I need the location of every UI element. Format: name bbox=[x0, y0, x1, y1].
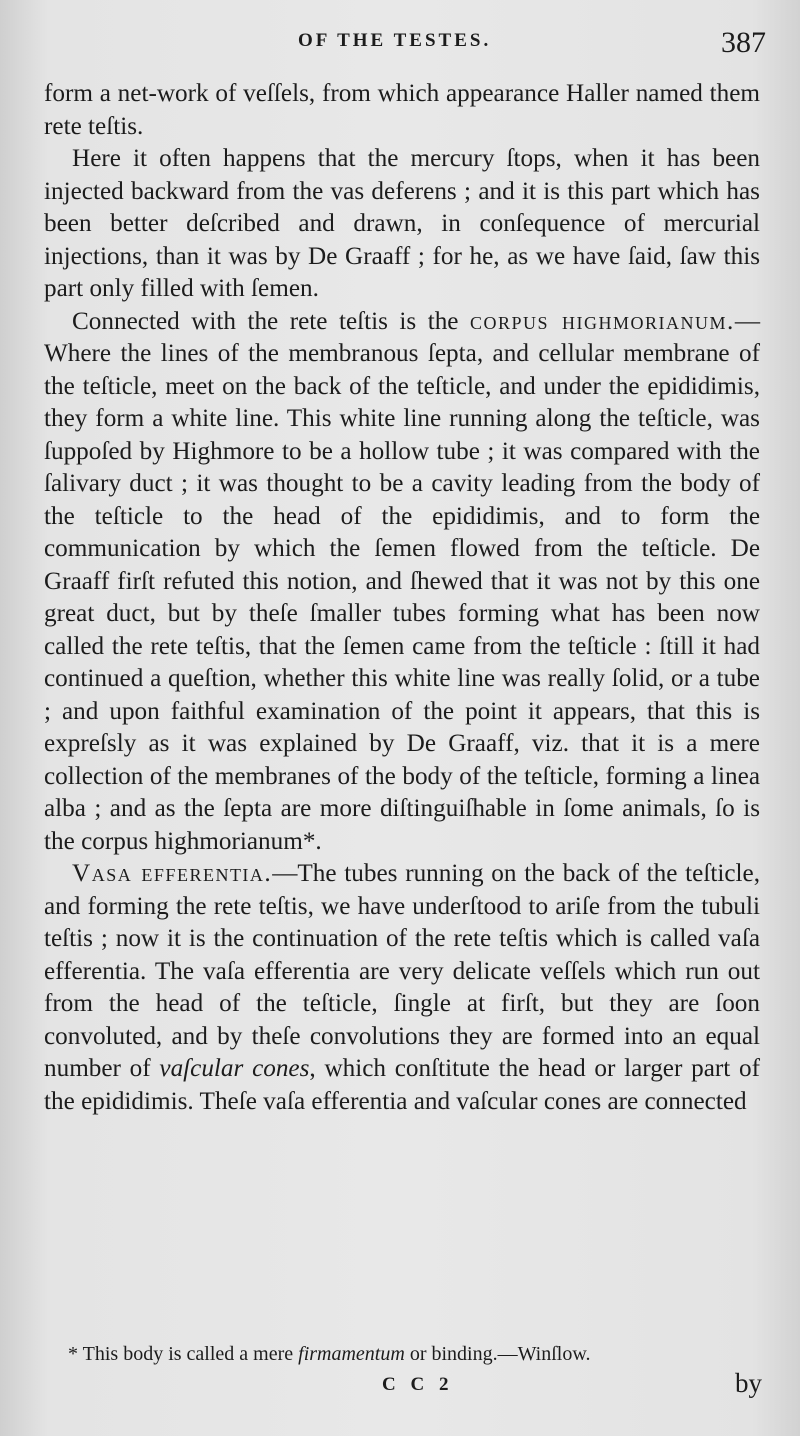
page-header bbox=[0, 26, 800, 66]
term-corpus-highmorianum: corpus highmorianum. bbox=[470, 307, 735, 335]
paragraph-4-part-b: , which conſtitute the head or larger part of the epididimis. Theſe vaſa efferentia and vaſcular cones are connected bbox=[44, 1055, 760, 1115]
term-vascular-cones: vaſcular cones bbox=[159, 1055, 310, 1082]
paragraph-4-part-a: —The tubes running on the back of the teſticle, and forming the rete teſtis, we have underſtood to ariſe from the tubuli teſtis ; now it is the continuation of the rete teſtis which is called vaſa efferentia. The vaſa efferentia are very delicate veſſels which run out from the head of the teſticle, ſingle at firſt, but they are ſoon convoluted, and by theſe convolutions they are formed into an equal number of bbox=[44, 860, 761, 1082]
catchword: by bbox=[735, 1368, 762, 1398]
paragraph-3-rest: —Where the lines of the membranous ſepta, and cellular membrane of the teſticle, meet on the back of the teſticle, and under the epididimis, they form a white line. This white line running along the teſticle, was ſuppoſed by Highmore to be a hollow tube ; it was compared with the ſalivary duct ; it was thought to be a cavity leading from the body of the teſticle to the head of the epididimis, and to form the communication by which the ſemen flowed from the teſticle. De Graaff firſt refuted this notion, and ſhewed that it was not by this one great duct, but by theſe ſmaller tubes forming what has been now called the rete teſtis, that the ſemen came from the teſticle : ſtill it had continued a queſtion, whether this white line was really ſolid, or a tube ; and upon faithful examination of the point it appears, that this is expreſsly as it was explained by De Graaff, viz. that it is a mere collection of the membranes of the body of the teſticle, forming a linea alba ; and as the ſepta are more diſtinguiſhable in ſome animals, ſo is the corpus highmorianum*. bbox=[44, 307, 761, 855]
footnote-text-before: * This body is called a mere bbox=[68, 1343, 294, 1365]
paragraph-4 bbox=[44, 858, 760, 1118]
paragraph-1: form a net-work of veſſels, from which appearance Haller named them rete teſtis. bbox=[44, 80, 760, 140]
term-vasa-efferentia: Vasa efferentia. bbox=[72, 860, 273, 887]
page-number: 387 bbox=[721, 26, 766, 59]
body-text bbox=[44, 78, 760, 1118]
page-footer bbox=[0, 1368, 800, 1408]
footnote bbox=[68, 1341, 768, 1367]
signature-mark: C C 2 bbox=[382, 1374, 454, 1395]
paragraph-2: Here it often happens that the mercury ſtops, when it has been injected backward from the vas deferens ; and it is this part which has been better deſcribed and drawn, in conſequence of mercurial injections, than it was by De Graaff ; for he, as we have ſaid, ſaw this part only filled with ſemen. bbox=[44, 145, 760, 302]
running-head: OF THE TESTES. bbox=[298, 30, 492, 51]
footnote-italic-term: firmamentum bbox=[298, 1343, 405, 1365]
footnote-text-after: or binding.—Winſlow. bbox=[409, 1343, 591, 1365]
paragraph-3-lead: Connected with the rete teſtis is the bbox=[72, 307, 459, 335]
paragraph-3 bbox=[44, 306, 760, 859]
